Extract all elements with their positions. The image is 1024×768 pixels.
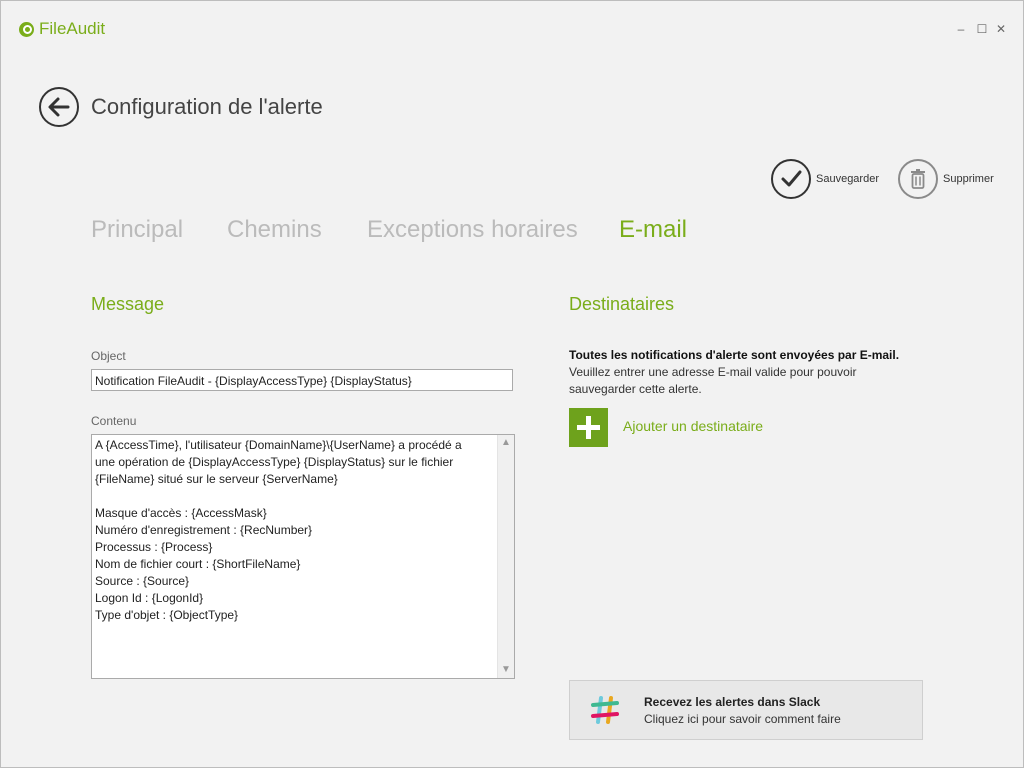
slack-subtitle: Cliquez ici pour savoir comment faire: [644, 712, 841, 726]
delete-label: Supprimer: [943, 173, 994, 185]
content-line: Source : {Source}: [95, 574, 190, 588]
scroll-up-icon[interactable]: ▲: [501, 437, 511, 448]
object-input[interactable]: Notification FileAudit - {DisplayAccessType} {DisplayStatus}: [91, 369, 513, 391]
content-text: [95, 437, 495, 624]
checkmark-icon: [771, 159, 811, 199]
content-line: Nom de fichier court : {ShortFileName}: [95, 557, 301, 571]
add-recipient-plus-icon[interactable]: [569, 408, 608, 447]
object-label: Object: [91, 349, 126, 363]
content-line: [95, 488, 495, 505]
app-name: FileAudit: [39, 19, 106, 38]
content-textarea[interactable]: [91, 434, 515, 679]
content-scrollbar[interactable]: [497, 435, 514, 678]
slack-icon: [590, 695, 620, 725]
content-line: Numéro d'enregistrement : {RecNumber}: [95, 523, 313, 537]
back-arrow-icon: [41, 89, 77, 125]
minimize-button[interactable]: –: [957, 22, 965, 36]
add-recipient-link[interactable]: Ajouter un destinataire: [623, 418, 764, 434]
content-line: une opération de {DisplayAccessType} {DisplayStatus} sur le fichier: [95, 455, 454, 469]
content-line: Processus : {Process}: [95, 540, 213, 554]
save-label: Sauvegarder: [816, 173, 879, 185]
maximize-button[interactable]: ☐: [976, 22, 988, 36]
tab-chemins[interactable]: Chemins: [227, 216, 322, 243]
content-line: {FileName} situé sur le serveur {ServerName}: [95, 472, 338, 486]
brand: [19, 19, 105, 39]
recipients-description: [569, 347, 909, 398]
page-title: Configuration de l'alerte: [91, 94, 323, 119]
content-line: Masque d'accès : {AccessMask}: [95, 506, 267, 520]
content-line: Logon Id : {LogonId}: [95, 591, 204, 605]
close-button[interactable]: ✕: [995, 22, 1007, 36]
tab-email[interactable]: E-mail: [619, 216, 688, 243]
slack-banner[interactable]: [569, 680, 923, 740]
recipients-section-title: Destinataires: [569, 294, 675, 314]
recipients-description-bold: Toutes les notifications d'alerte sont envoyées par E-mail.: [569, 348, 900, 362]
title-bar: [1, 1, 1023, 59]
delete-button[interactable]: [898, 159, 994, 199]
slack-title: Recevez les alertes dans Slack: [644, 695, 821, 709]
scroll-down-icon[interactable]: ▼: [501, 664, 511, 675]
back-button[interactable]: [39, 87, 79, 127]
tab-exceptions-horaires[interactable]: Exceptions horaires: [367, 216, 578, 243]
message-section-title: Message: [91, 294, 165, 314]
content-label: Contenu: [91, 414, 137, 428]
content-line: Type d'objet : {ObjectType}: [95, 608, 239, 622]
tab-principal[interactable]: Principal: [91, 216, 184, 243]
trash-icon: [898, 159, 938, 199]
content-line: A {AccessTime}, l'utilisateur {DomainName}\{UserName} a procédé a: [95, 438, 462, 452]
fileaudit-logo-icon: [19, 22, 34, 37]
save-button[interactable]: [771, 159, 879, 199]
recipients-description-rest: Veuillez entrer une adresse E-mail valide pour pouvoir sauvegarder cette alerte.: [569, 365, 857, 396]
